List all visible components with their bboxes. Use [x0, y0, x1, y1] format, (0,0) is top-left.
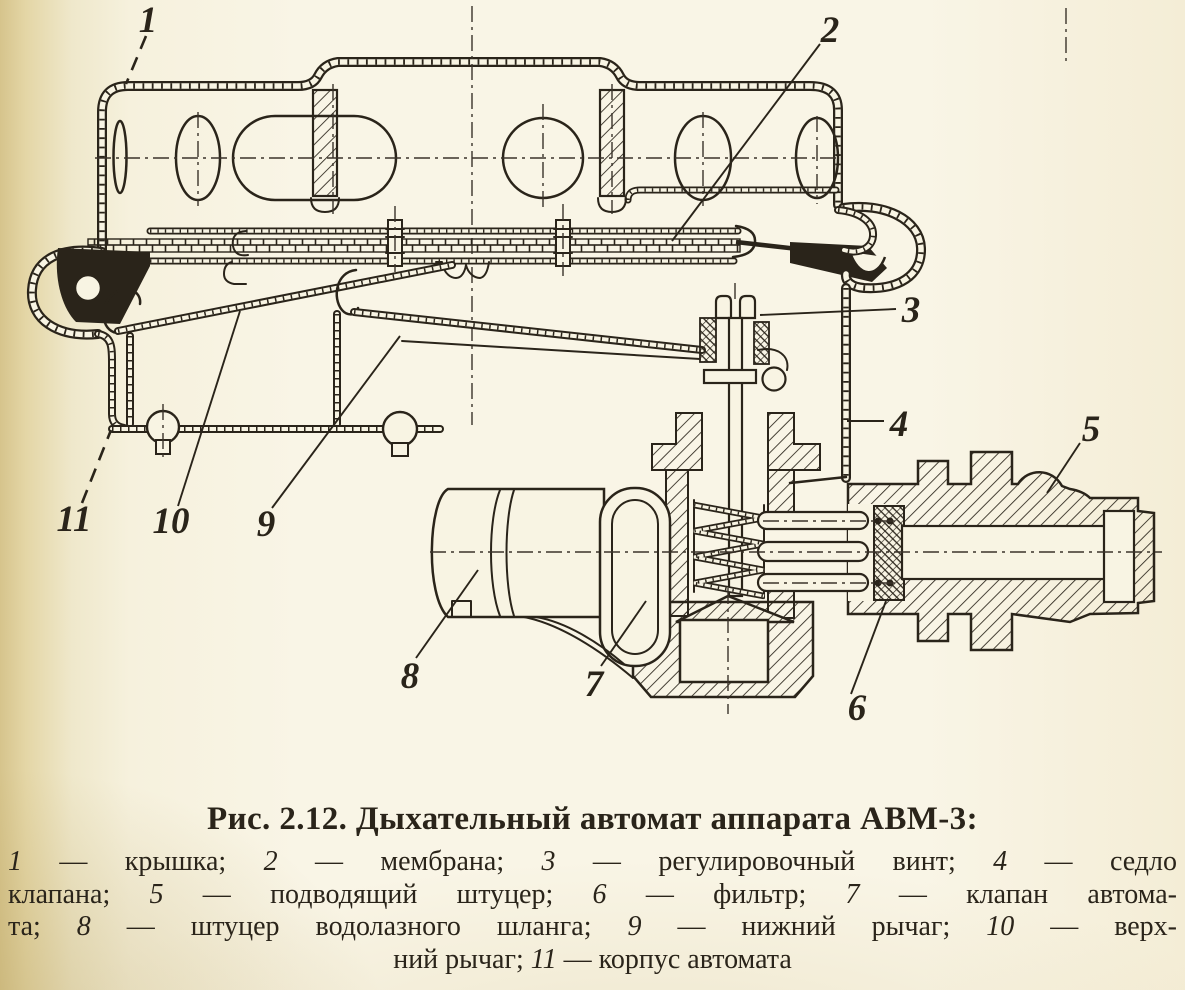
membrane-edge-right	[736, 242, 798, 249]
upper-lever	[104, 265, 452, 333]
membrane-bolt	[386, 206, 404, 272]
legend-part-text: ний рычаг;	[393, 943, 531, 975]
legend-part-number: 10	[986, 911, 1015, 942]
callout-3: 3	[901, 290, 921, 331]
legend-part-text: — фильтр;	[606, 878, 846, 910]
lower-lever	[337, 270, 702, 359]
figure-caption-title: Рис. 2.12. Дыхательный автомат аппарата АВМ-3:	[207, 801, 978, 837]
callout-10: 10	[152, 501, 190, 542]
legend-line	[0, 911, 1185, 944]
valve-stem	[729, 318, 742, 596]
legend-part-number: 8	[76, 911, 91, 942]
legend-line	[0, 846, 1185, 879]
legend-part-text: — корпус автомата	[556, 943, 792, 975]
centerlines-top	[95, 6, 1066, 425]
membrane-bolt	[554, 204, 572, 276]
callout-7: 7	[584, 664, 604, 705]
legend-part-text: — клапан автома-	[859, 878, 1177, 910]
hose-fitting	[432, 488, 670, 678]
legend-part-text: — штуцер водолазного шланга;	[90, 911, 628, 942]
legend-part-number: 6	[592, 878, 607, 910]
legend-part-text: — седло	[1007, 846, 1177, 877]
legend-part-text: — мембрана;	[277, 846, 542, 877]
callout-6: 6	[847, 688, 867, 729]
legend-part-number: 1	[8, 846, 22, 877]
legend-part-number: 3	[541, 846, 556, 877]
legend-part-text: — крышка;	[22, 846, 264, 877]
fitting-end-cap	[1104, 511, 1134, 602]
legend-part-number: 5	[149, 878, 164, 910]
legend-line	[0, 879, 1185, 912]
callout-4: 4	[889, 404, 909, 445]
lever-pivot-bracket	[112, 314, 440, 458]
callout-8: 8	[400, 656, 420, 697]
legend-part-number: 11	[530, 943, 557, 975]
legend-part-text: — верх-	[1014, 911, 1177, 942]
legend-part-number: 4	[993, 846, 1008, 877]
legend-part-text: — регулировочный винт;	[555, 846, 994, 877]
hose-fitting-flange-disc	[600, 488, 670, 666]
callout-9: 9	[256, 504, 276, 545]
callout-1: 1	[138, 0, 158, 41]
callout-2: 2	[820, 10, 840, 51]
membrane	[88, 239, 740, 252]
cover-bolt-pillars	[311, 90, 626, 212]
legend-part-number: 7	[845, 878, 860, 910]
filter	[874, 506, 904, 600]
figure-legend	[0, 846, 1185, 976]
legend-part-text: — нижний рычаг;	[641, 911, 987, 942]
legend-line	[0, 944, 1185, 977]
callout-5: 5	[1081, 409, 1101, 450]
legend-part-text: клапана;	[8, 878, 150, 910]
legend-part-text: — подводящий штуцер;	[163, 878, 593, 910]
callout-11: 11	[56, 499, 92, 540]
legend-part-number: 2	[263, 846, 278, 877]
legend-part-text: та;	[8, 911, 77, 942]
legend-part-number: 9	[627, 911, 642, 942]
figure-caption	[0, 795, 1185, 976]
